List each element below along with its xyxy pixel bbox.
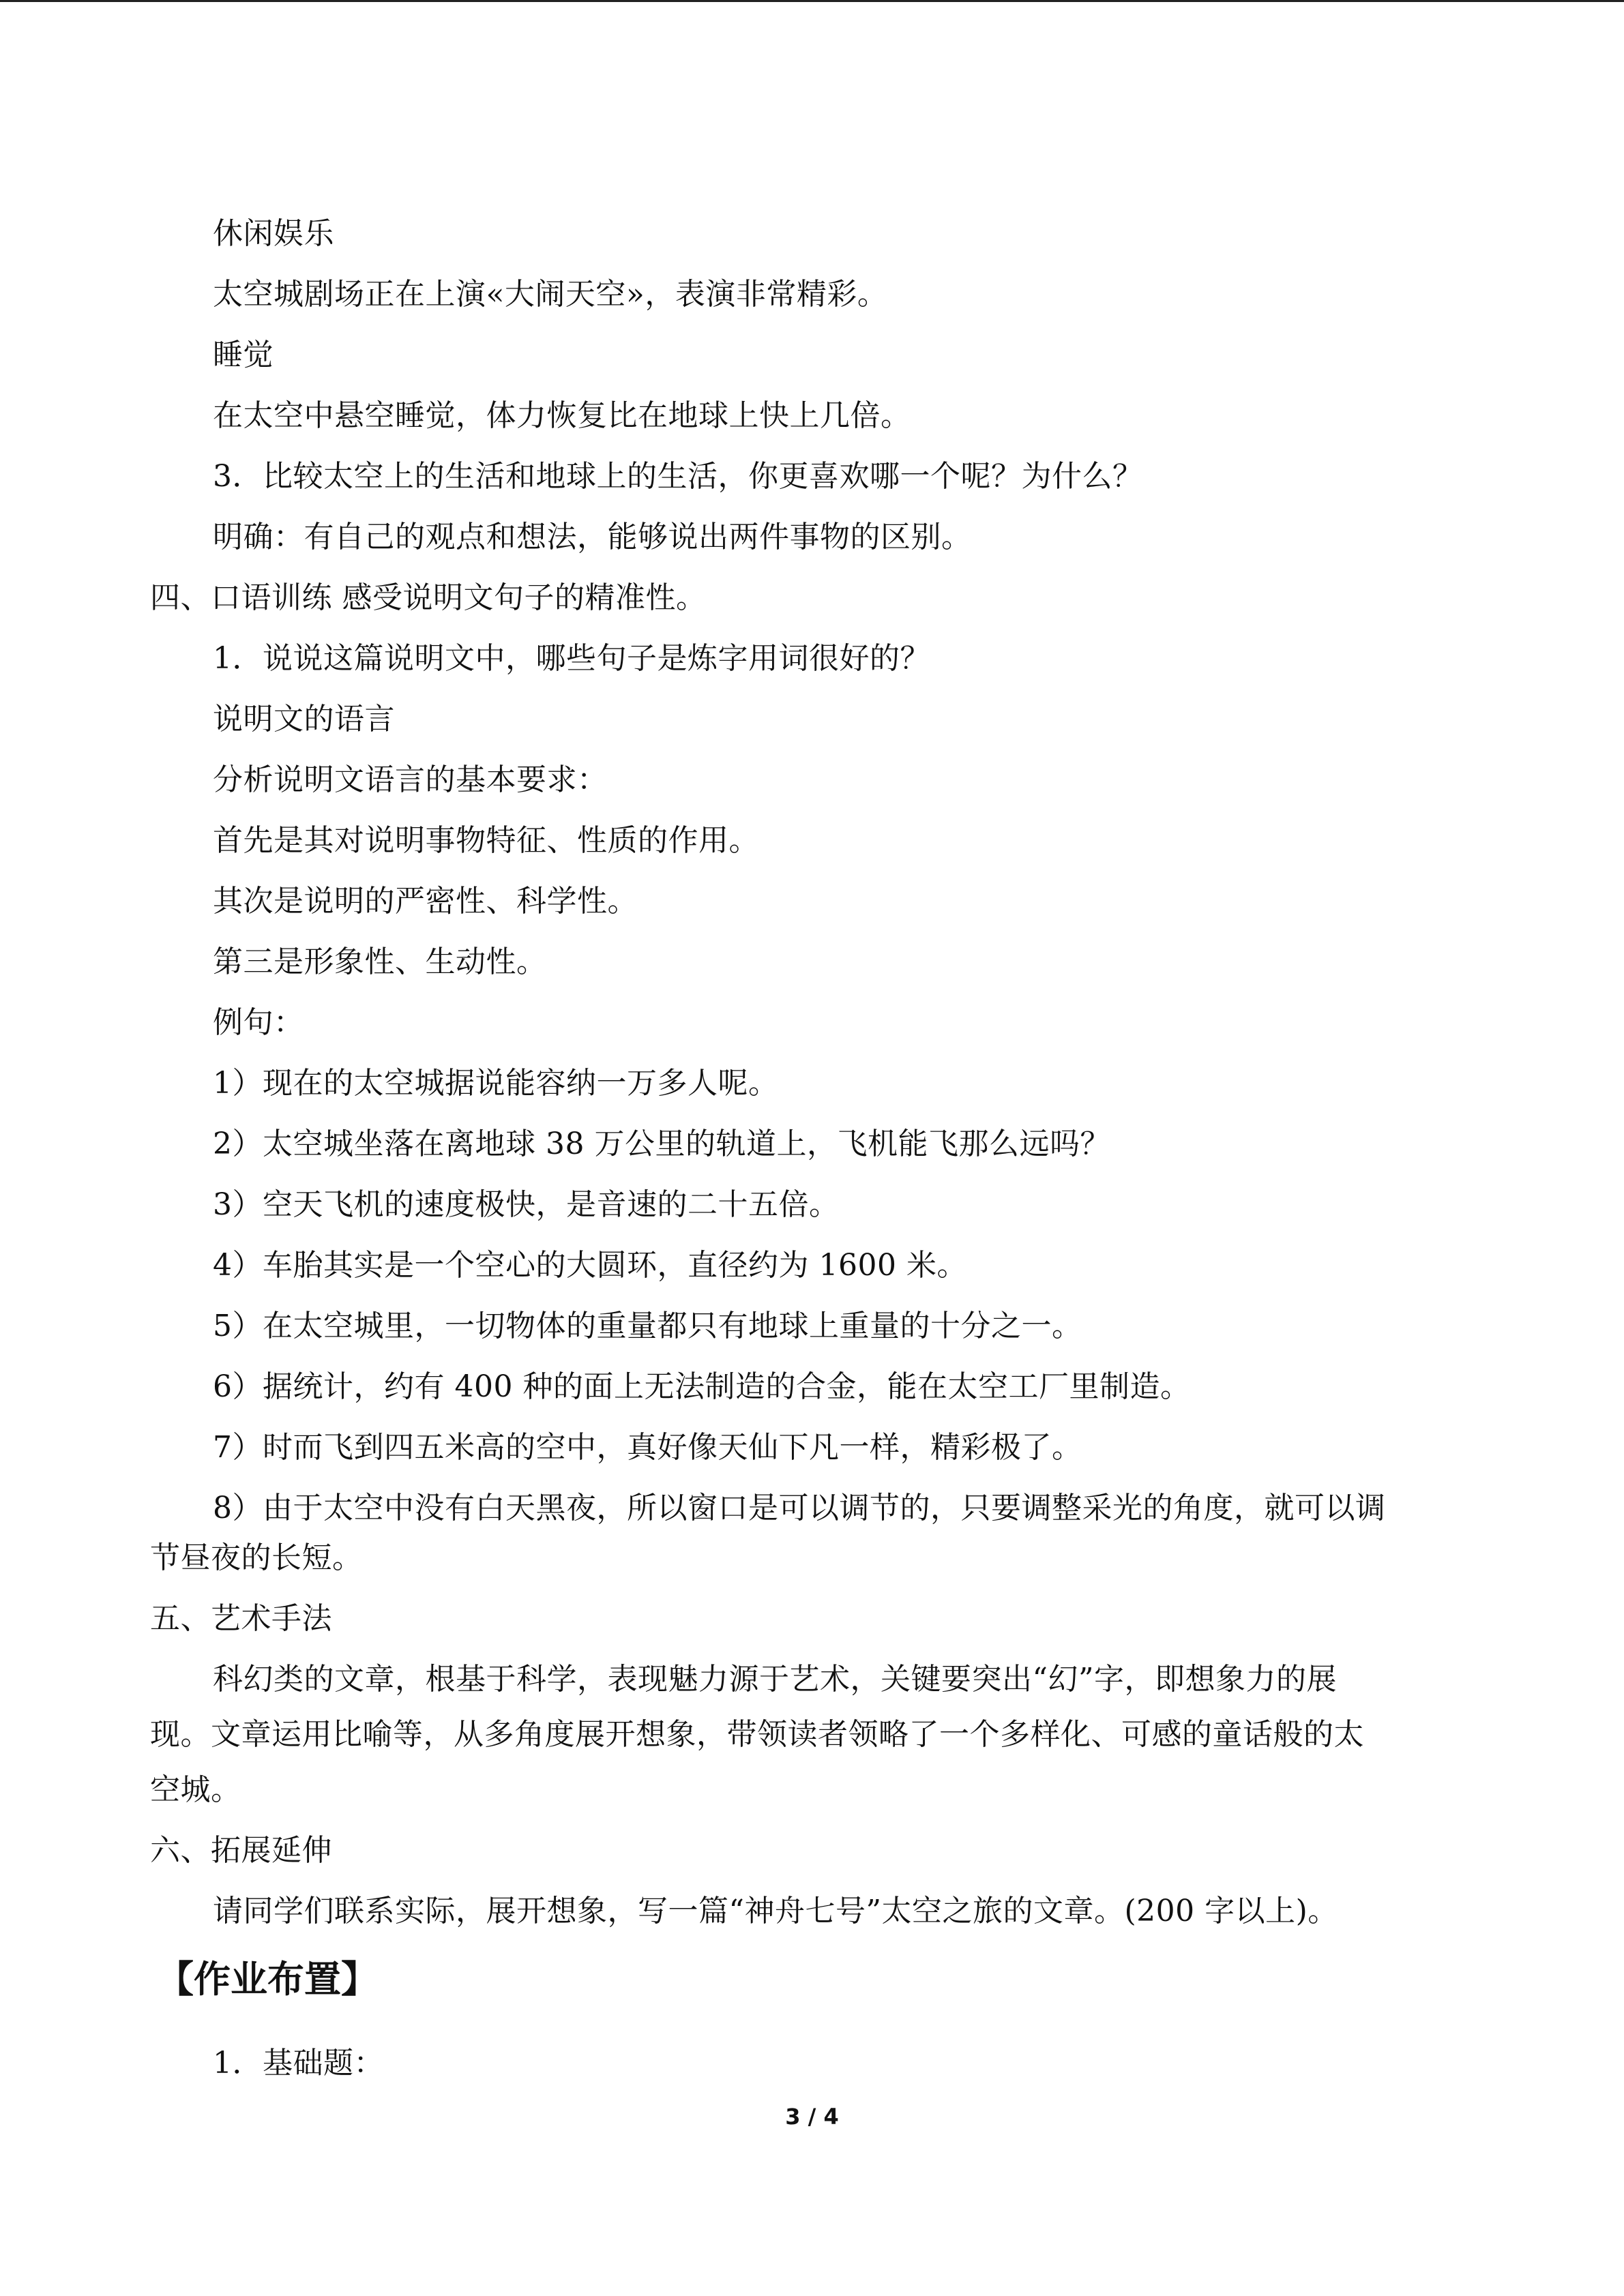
text-line: 第三是形象性、生动性。 bbox=[213, 944, 547, 979]
example-sentence: 1）现在的太空城据说能容纳一万多人呢。 bbox=[213, 1066, 779, 1101]
text-line: 例句： bbox=[213, 1005, 304, 1040]
text-line: 请同学们联系实际，展开想象，写一篇“神舟七号”太空之旅的文章。(200 字以上)。 bbox=[213, 1894, 1338, 1928]
text-line: 首先是其对说明事物特征、性质的作用。 bbox=[213, 823, 759, 858]
example-sentence: 6）据统计，约有 400 种的面上无法制造的合金，能在太空工厂里制造。 bbox=[213, 1369, 1191, 1404]
page-number: 3 / 4 bbox=[785, 2104, 839, 2130]
section-heading: 六、拓展延伸 bbox=[150, 1833, 332, 1868]
text-line: 分析说明文语言的基本要求： bbox=[213, 762, 608, 797]
text-line-continuation: 空城。 bbox=[150, 1772, 241, 1807]
text-line-continuation: 节昼夜的长短。 bbox=[150, 1540, 363, 1575]
text-line: 3．比较太空上的生活和地球上的生活，你更喜欢哪一个呢？为什么？ bbox=[213, 459, 1143, 494]
example-sentence: 2）太空城坐落在离地球 38 万公里的轨道上，飞机能飞那么远吗？ bbox=[213, 1127, 1110, 1161]
text-line: 睡觉 bbox=[213, 338, 274, 372]
text-line: 在太空中悬空睡觉，体力恢复比在地球上快上几倍。 bbox=[213, 398, 911, 433]
homework-heading: 【作业布置】 bbox=[157, 1958, 378, 2001]
homework-item: 1．基础题： bbox=[213, 2046, 384, 2081]
text-line: 科幻类的文章，根基于科学，表现魅力源于艺术，关键要突出“幻”字，即想象力的展 bbox=[213, 1662, 1337, 1697]
example-sentence: 7）时而飞到四五米高的空中，真好像天仙下凡一样，精彩极了。 bbox=[213, 1430, 1082, 1465]
text-line: 太空城剧场正在上演«大闹天空»，表演非常精彩。 bbox=[213, 277, 888, 312]
example-sentence: 4）车胎其实是一个空心的大圆环，直径约为 1600 米。 bbox=[213, 1248, 967, 1283]
section-heading: 五、艺术手法 bbox=[150, 1601, 332, 1636]
example-sentence: 3）空天飞机的速度极快，是音速的二十五倍。 bbox=[213, 1187, 840, 1222]
text-line: 明确：有自己的观点和想法，能够说出两件事物的区别。 bbox=[213, 520, 972, 554]
text-line: 休闲娱乐 bbox=[213, 216, 334, 251]
text-line: 1．说说这篇说明文中，哪些句子是炼字用词很好的？ bbox=[213, 641, 930, 676]
example-sentence: 5）在太空城里，一切物体的重量都只有地球上重量的十分之一。 bbox=[213, 1309, 1082, 1343]
section-heading: 四、口语训练 感受说明文句子的精准性。 bbox=[150, 580, 707, 615]
text-line-continuation: 现。文章运用比喻等，从多角度展开想象，带领读者领略了一个多样化、可感的童话般的太 bbox=[150, 1717, 1364, 1752]
text-line: 说明文的语言 bbox=[213, 702, 395, 736]
example-sentence: 8）由于太空中没有白天黑夜，所以窗口是可以调节的，只要调整采光的角度，就可以调 bbox=[213, 1491, 1386, 1525]
text-line: 其次是说明的严密性、科学性。 bbox=[213, 884, 638, 919]
